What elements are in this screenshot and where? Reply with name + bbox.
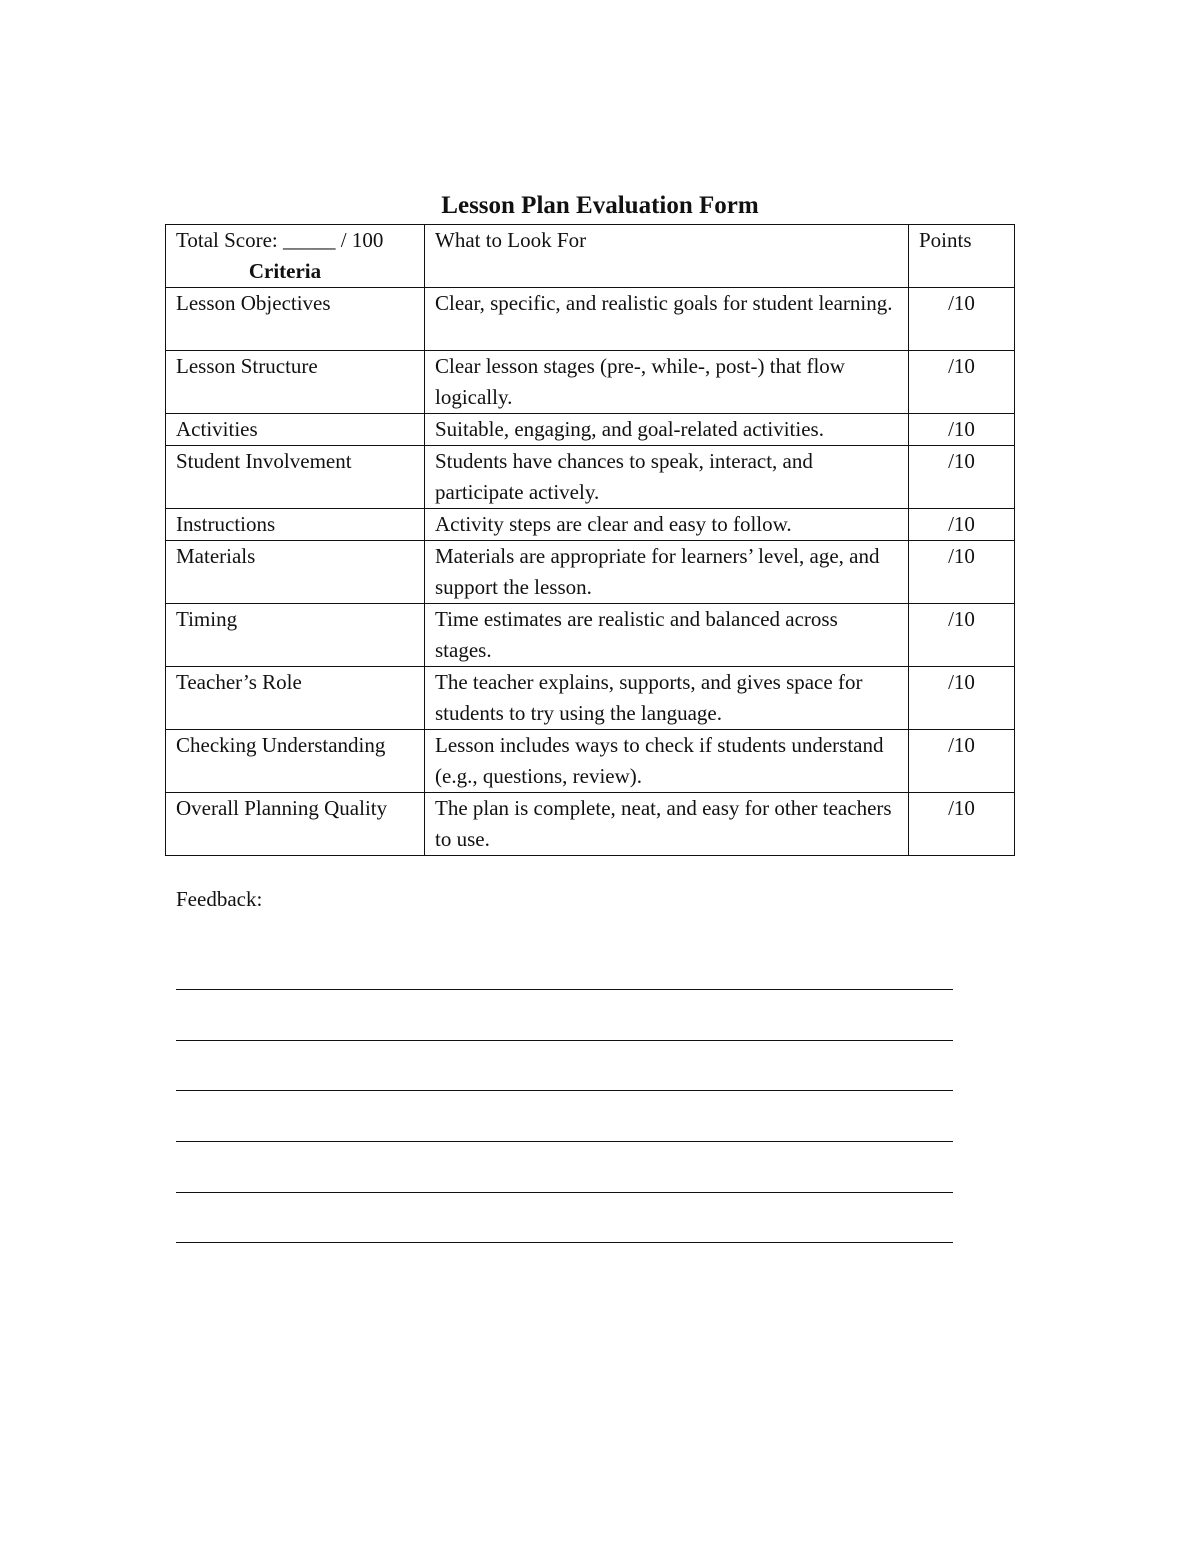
points-cell[interactable]: /10	[909, 793, 1015, 856]
points-cell[interactable]: /10	[909, 604, 1015, 667]
points-cell[interactable]: /10	[909, 351, 1015, 414]
feedback-line-4[interactable]	[176, 1141, 953, 1142]
description-cell: The plan is complete, neat, and easy for other teachers to use.	[425, 793, 909, 856]
criterion-cell: Checking Understanding	[166, 730, 425, 793]
points-cell[interactable]: /10	[909, 541, 1015, 604]
criterion-cell: Activities	[166, 414, 425, 446]
description-cell: The teacher explains, supports, and gives space for students to try using the language.	[425, 667, 909, 730]
criterion-cell: Lesson Structure	[166, 351, 425, 414]
description-cell: Materials are appropriate for learners’ level, age, and support the lesson.	[425, 541, 909, 604]
feedback-line-1[interactable]	[176, 989, 953, 990]
points-cell[interactable]: /10	[909, 730, 1015, 793]
criterion-cell: Instructions	[166, 509, 425, 541]
criterion-cell: Teacher’s Role	[166, 667, 425, 730]
table-header-row	[166, 225, 1015, 288]
criteria-header: Criteria	[248, 259, 322, 283]
table-row	[166, 414, 1015, 446]
evaluation-table	[165, 224, 1015, 856]
table-row	[166, 541, 1015, 604]
table-row	[166, 730, 1015, 793]
description-cell: Clear lesson stages (pre-, while-, post-) that flow logically.	[425, 351, 909, 414]
points-cell[interactable]: /10	[909, 414, 1015, 446]
table-row	[166, 509, 1015, 541]
feedback-line-3[interactable]	[176, 1090, 953, 1091]
feedback-line-6[interactable]	[176, 1242, 953, 1243]
header-criteria-cell	[166, 225, 425, 288]
description-cell: Suitable, engaging, and goal-related activities.	[425, 414, 909, 446]
criterion-cell: Student Involvement	[166, 446, 425, 509]
description-cell: Time estimates are realistic and balanced across stages.	[425, 604, 909, 667]
points-cell[interactable]: /10	[909, 446, 1015, 509]
points-header: Points	[909, 225, 1015, 288]
description-cell: Lesson includes ways to check if students understand (e.g., questions, review).	[425, 730, 909, 793]
points-cell[interactable]: /10	[909, 667, 1015, 730]
page-title: Lesson Plan Evaluation Form	[441, 192, 759, 219]
feedback-line-5[interactable]	[176, 1192, 953, 1193]
total-score-field[interactable]: Total Score: _____ / 100	[176, 228, 384, 252]
table-row	[166, 604, 1015, 667]
what-to-look-for-header: What to Look For	[425, 225, 909, 288]
table-row	[166, 667, 1015, 730]
points-cell[interactable]: /10	[909, 509, 1015, 541]
criterion-cell: Lesson Objectives	[166, 288, 425, 351]
table-row	[166, 446, 1015, 509]
description-cell: Activity steps are clear and easy to follow.	[425, 509, 909, 541]
description-cell: Clear, specific, and realistic goals for student learning.	[425, 288, 909, 351]
table-row	[166, 288, 1015, 351]
criterion-cell: Materials	[166, 541, 425, 604]
feedback-label: Feedback:	[176, 887, 263, 911]
table-row	[166, 793, 1015, 856]
table-row	[166, 351, 1015, 414]
criterion-cell: Overall Planning Quality	[166, 793, 425, 856]
points-cell[interactable]: /10	[909, 288, 1015, 351]
feedback-line-2[interactable]	[176, 1040, 953, 1041]
criterion-cell: Timing	[166, 604, 425, 667]
description-cell: Students have chances to speak, interact, and participate actively.	[425, 446, 909, 509]
